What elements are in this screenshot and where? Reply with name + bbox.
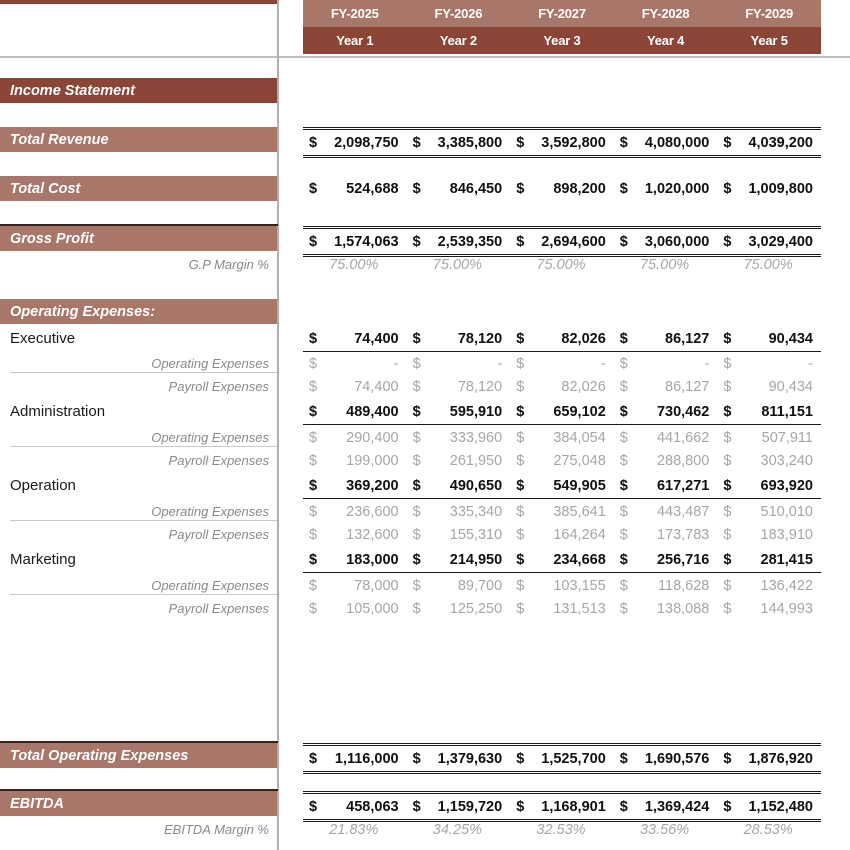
currency-symbol: $: [516, 600, 525, 617]
label-ebitda: EBITDA: [0, 791, 277, 816]
cell-operation-payroll-y5: $ 183,910: [723, 526, 813, 543]
cell-operation-opex-y2: $ 335,340: [412, 503, 503, 520]
currency-symbol: $: [723, 330, 732, 347]
cell-marketing-payroll-y2: $ 125,250: [412, 600, 503, 617]
currency-symbol: $: [723, 600, 732, 617]
currency-symbol: $: [723, 134, 732, 151]
label-marketing-operating-expenses: Operating Expenses: [151, 578, 269, 593]
label-executive-payroll-expenses: Payroll Expenses: [168, 379, 269, 394]
values-administration: [303, 399, 821, 425]
cell-ebitda-y5: $ 1,152,480: [723, 798, 813, 815]
cell-gp-margin-y4: 75.00%: [639, 256, 690, 273]
currency-symbol: $: [516, 503, 525, 520]
currency-symbol: $: [412, 526, 421, 543]
cell-operation-opex-y5: $ 510,010: [723, 503, 813, 520]
header-year-4: Year 4: [647, 33, 685, 48]
values-marketing-payroll: [303, 596, 821, 621]
separator-executive: [10, 372, 277, 373]
values-executive-payroll: [303, 374, 821, 399]
cell-marketing-opex-y2: $ 89,700: [412, 577, 503, 594]
label-operation-payroll-expenses: Payroll Expenses: [168, 527, 269, 542]
cell-operation-y1: $ 369,200: [309, 477, 399, 494]
cell-administration-opex-y2: $ 333,960: [412, 429, 503, 446]
currency-symbol: $: [723, 355, 732, 372]
header-fy-3: FY-2027: [538, 6, 586, 21]
cell-operation-opex-y4: $ 443,487: [619, 503, 710, 520]
cell-executive-y1: $ 74,400: [309, 330, 399, 347]
section-title-income-statement: Income Statement: [0, 78, 277, 103]
top-rule: [0, 0, 278, 4]
cell-marketing-opex-y3: $ 103,155: [516, 577, 606, 594]
cell-gross-profit-y3: $ 2,694,600: [516, 233, 606, 250]
label-total-operating-expenses: Total Operating Expenses: [0, 743, 277, 768]
cell-gp-margin-y2: 75.00%: [432, 256, 482, 273]
header-bottom-gridline: [0, 56, 850, 58]
currency-symbol: $: [619, 798, 628, 815]
currency-symbol: $: [723, 798, 732, 815]
row-administration-payroll: [0, 448, 850, 473]
cell-executive-payroll-y1: $ 74,400: [309, 378, 399, 395]
currency-symbol: $: [723, 452, 732, 469]
cell-total-revenue-y1: $ 2,098,750: [309, 134, 399, 151]
cell-administration-payroll-y4: $ 288,800: [619, 452, 710, 469]
currency-symbol: $: [309, 429, 318, 446]
cell-total-revenue-y3: $ 3,592,800: [516, 134, 606, 151]
currency-symbol: $: [516, 180, 525, 197]
values-administration-opex: [303, 425, 821, 450]
currency-symbol: $: [412, 503, 421, 520]
label-ebitda-margin: EBITDA Margin %: [164, 822, 269, 837]
cell-administration-y3: $ 659,102: [516, 403, 606, 420]
cell-administration-y5: $ 811,151: [723, 403, 813, 420]
values-administration-payroll: [303, 448, 821, 473]
header-year-5: Year 5: [750, 33, 788, 48]
currency-symbol: $: [619, 429, 628, 446]
header-year-3: Year 3: [543, 33, 581, 48]
values-marketing-opex: [303, 573, 821, 598]
currency-symbol: $: [309, 477, 318, 494]
label-total-revenue: Total Revenue: [0, 127, 277, 152]
currency-symbol: $: [412, 233, 421, 250]
header-year-2: Year 2: [439, 33, 477, 48]
cell-administration-payroll-y1: $ 199,000: [309, 452, 399, 469]
header-fy-2: FY-2026: [434, 6, 483, 21]
cell-total-cost-y4: $ 1,020,000: [619, 180, 710, 197]
currency-symbol: $: [619, 233, 628, 250]
row-operating-expenses-header: [0, 299, 850, 324]
row-executive-payroll: [0, 374, 850, 399]
cell-marketing-y3: $ 234,668: [516, 551, 606, 568]
values-executive-opex: [303, 351, 821, 376]
cell-executive-y5: $ 90,434: [723, 330, 813, 347]
values-operation-opex: [303, 499, 821, 524]
currency-symbol: $: [412, 378, 421, 395]
cell-operation-payroll-y1: $ 132,600: [309, 526, 399, 543]
cell-total-cost-y1: $ 524,688: [309, 180, 399, 197]
currency-symbol: $: [516, 477, 525, 494]
currency-symbol: $: [619, 477, 628, 494]
cell-operation-y4: $ 617,271: [619, 477, 710, 494]
cell-total-opex-y1: $ 1,116,000: [309, 750, 399, 767]
separator-administration: [10, 446, 277, 447]
cell-administration-opex-y1: $ 290,400: [309, 429, 399, 446]
cell-total-opex-y2: $ 1,379,630: [412, 750, 503, 767]
row-marketing: [0, 547, 850, 572]
cell-total-revenue-y5: $ 4,039,200: [723, 134, 813, 151]
currency-symbol: $: [516, 403, 525, 420]
currency-symbol: $: [619, 750, 628, 767]
values-executive: [303, 326, 821, 352]
cell-operation-y2: $ 490,650: [412, 477, 503, 494]
currency-symbol: $: [516, 330, 525, 347]
currency-symbol: $: [619, 577, 628, 594]
currency-symbol: $: [309, 551, 318, 568]
row-ebitda-margin: [0, 817, 850, 842]
cell-total-revenue-y2: $ 3,385,800: [412, 134, 503, 151]
cell-administration-y1: $ 489,400: [309, 403, 399, 420]
cell-marketing-payroll-y1: $ 105,000: [309, 600, 399, 617]
currency-symbol: $: [723, 526, 732, 543]
currency-symbol: $: [309, 600, 318, 617]
header-year-1: Year 1: [336, 33, 374, 48]
currency-symbol: $: [309, 526, 318, 543]
currency-symbol: $: [412, 355, 421, 372]
row-total-cost: [0, 176, 850, 201]
row-operation: [0, 473, 850, 498]
cell-administration-y4: $ 730,462: [619, 403, 710, 420]
separator-operation: [10, 520, 277, 521]
currency-symbol: $: [309, 330, 318, 347]
currency-symbol: $: [412, 452, 421, 469]
cell-gp-margin-y3: 75.00%: [536, 256, 586, 273]
cell-administration-opex-y5: $ 507,911: [723, 429, 813, 446]
cell-executive-opex-y5: $ -: [723, 355, 813, 372]
currency-symbol: $: [723, 551, 732, 568]
currency-symbol: $: [412, 429, 421, 446]
currency-symbol: $: [412, 477, 421, 494]
label-marketing: Marketing: [10, 551, 76, 568]
cell-executive-payroll-y2: $ 78,120: [412, 378, 503, 395]
currency-symbol: $: [723, 429, 732, 446]
cell-administration-payroll-y2: $ 261,950: [412, 452, 503, 469]
values-marketing: [303, 547, 821, 573]
cell-gross-profit-y5: $ 3,029,400: [723, 233, 813, 250]
cell-operation-payroll-y2: $ 155,310: [412, 526, 503, 543]
currency-symbol: $: [723, 750, 732, 767]
currency-symbol: $: [619, 355, 628, 372]
currency-symbol: $: [309, 355, 318, 372]
row-total-operating-expenses: [0, 743, 850, 768]
currency-symbol: $: [723, 477, 732, 494]
cell-total-revenue-y4: $ 4,080,000: [619, 134, 710, 151]
currency-symbol: $: [412, 750, 421, 767]
cell-marketing-y4: $ 256,716: [619, 551, 710, 568]
cell-executive-payroll-y5: $ 90,434: [723, 378, 813, 395]
currency-symbol: $: [516, 429, 525, 446]
header-fy-1: FY-2025: [330, 6, 379, 21]
currency-symbol: $: [516, 750, 525, 767]
table-header: [303, 0, 821, 54]
cell-executive-y4: $ 86,127: [619, 330, 710, 347]
currency-symbol: $: [619, 526, 628, 543]
row-total-revenue: [0, 127, 850, 152]
currency-symbol: $: [309, 452, 318, 469]
currency-symbol: $: [412, 134, 421, 151]
currency-symbol: $: [516, 551, 525, 568]
cell-total-opex-y3: $ 1,525,700: [516, 750, 606, 767]
currency-symbol: $: [309, 180, 318, 197]
row-executive: [0, 326, 850, 351]
cell-marketing-payroll-y4: $ 138,088: [619, 600, 710, 617]
cell-total-cost-y3: $ 898,200: [516, 180, 606, 197]
cell-ebitda-margin-y1: 21.83%: [329, 821, 379, 838]
cell-gross-profit-y4: $ 3,060,000: [619, 233, 710, 250]
cell-operation-payroll-y3: $ 164,264: [516, 526, 606, 543]
row-gross-profit: [0, 226, 850, 251]
row-operation-payroll: [0, 522, 850, 547]
currency-symbol: $: [309, 403, 318, 420]
currency-symbol: $: [412, 577, 421, 594]
cell-ebitda-margin-y2: 34.25%: [432, 821, 482, 838]
cell-marketing-y1: $ 183,000: [309, 551, 399, 568]
cell-gp-margin-y1: 75.00%: [329, 256, 379, 273]
currency-symbol: $: [516, 355, 525, 372]
cell-executive-opex-y1: $ -: [309, 355, 399, 372]
header-fy-5: FY-2029: [745, 6, 794, 21]
currency-symbol: $: [619, 330, 628, 347]
cell-executive-payroll-y3: $ 82,026: [516, 378, 606, 395]
cell-marketing-opex-y1: $ 78,000: [309, 577, 399, 594]
currency-symbol: $: [412, 403, 421, 420]
cell-marketing-payroll-y5: $ 144,993: [723, 600, 813, 617]
label-gross-profit: Gross Profit: [0, 226, 277, 251]
cell-ebitda-y4: $ 1,369,424: [619, 798, 710, 815]
cell-executive-y3: $ 82,026: [516, 330, 606, 347]
currency-symbol: $: [412, 330, 421, 347]
currency-symbol: $: [619, 600, 628, 617]
label-marketing-payroll-expenses: Payroll Expenses: [168, 601, 269, 616]
currency-symbol: $: [619, 134, 628, 151]
currency-symbol: $: [723, 577, 732, 594]
currency-symbol: $: [516, 134, 525, 151]
label-operation-operating-expenses: Operating Expenses: [151, 504, 269, 519]
values-total-operating-expenses: [303, 743, 821, 774]
cell-executive-opex-y2: $ -: [412, 355, 503, 372]
currency-symbol: $: [412, 551, 421, 568]
label-operation: Operation: [10, 477, 76, 494]
currency-symbol: $: [619, 503, 628, 520]
currency-symbol: $: [723, 180, 732, 197]
cell-total-cost-y2: $ 846,450: [412, 180, 503, 197]
currency-symbol: $: [619, 452, 628, 469]
cell-operation-y5: $ 693,920: [723, 477, 813, 494]
cell-ebitda-margin-y4: 33.56%: [639, 821, 690, 838]
values-gp-margin: [303, 252, 821, 277]
currency-symbol: $: [619, 378, 628, 395]
cell-administration-opex-y3: $ 384,054: [516, 429, 606, 446]
cell-gross-profit-y1: $ 1,574,063: [309, 233, 399, 250]
cell-marketing-opex-y4: $ 118,628: [619, 577, 710, 594]
currency-symbol: $: [516, 452, 525, 469]
currency-symbol: $: [309, 233, 318, 250]
currency-symbol: $: [619, 180, 628, 197]
cell-administration-payroll-y3: $ 275,048: [516, 452, 606, 469]
cell-executive-opex-y3: $ -: [516, 355, 606, 372]
currency-symbol: $: [619, 551, 628, 568]
cell-total-opex-y5: $ 1,876,920: [723, 750, 813, 767]
currency-symbol: $: [412, 798, 421, 815]
row-income-statement: [0, 78, 850, 103]
cell-operation-opex-y3: $ 385,641: [516, 503, 606, 520]
label-executive-operating-expenses: Operating Expenses: [151, 356, 269, 371]
label-executive: Executive: [10, 330, 76, 347]
values-operation-payroll: [303, 522, 821, 547]
cell-gross-profit-y2: $ 2,539,350: [412, 233, 503, 250]
cell-marketing-y5: $ 281,415: [723, 551, 813, 568]
cell-total-opex-y4: $ 1,690,576: [619, 750, 710, 767]
label-administration-operating-expenses: Operating Expenses: [151, 430, 269, 445]
row-administration: [0, 399, 850, 424]
currency-symbol: $: [723, 233, 732, 250]
values-total-revenue: [303, 127, 821, 158]
values-ebitda-margin: [303, 817, 821, 842]
header-row-year-labels: [303, 27, 821, 54]
cell-administration-opex-y4: $ 441,662: [619, 429, 710, 446]
currency-symbol: $: [309, 798, 318, 815]
cell-ebitda-y2: $ 1,159,720: [412, 798, 503, 815]
currency-symbol: $: [412, 180, 421, 197]
currency-symbol: $: [309, 577, 318, 594]
cell-executive-payroll-y4: $ 86,127: [619, 378, 710, 395]
cell-ebitda-y1: $ 458,063: [309, 798, 399, 815]
currency-symbol: $: [723, 378, 732, 395]
currency-symbol: $: [723, 503, 732, 520]
separator-marketing: [10, 594, 277, 595]
values-total-cost: [303, 176, 821, 201]
cell-gp-margin-y5: 75.00%: [743, 256, 793, 273]
currency-symbol: $: [309, 750, 318, 767]
currency-symbol: $: [309, 503, 318, 520]
currency-symbol: $: [723, 403, 732, 420]
section-title-operating-expenses: Operating Expenses:: [0, 299, 277, 324]
cell-marketing-payroll-y3: $ 131,513: [516, 600, 606, 617]
currency-symbol: $: [309, 134, 318, 151]
currency-symbol: $: [516, 577, 525, 594]
cell-executive-opex-y4: $ -: [619, 355, 710, 372]
row-marketing-payroll: [0, 596, 850, 621]
currency-symbol: $: [516, 233, 525, 250]
cell-ebitda-margin-y5: 28.53%: [743, 821, 793, 838]
currency-symbol: $: [309, 378, 318, 395]
header-fy-4: FY-2028: [641, 6, 690, 21]
row-ebitda: [0, 791, 850, 816]
cell-marketing-y2: $ 214,950: [412, 551, 503, 568]
header-row-fiscal-years: [303, 0, 821, 27]
currency-symbol: $: [516, 378, 525, 395]
cell-ebitda-margin-y3: 32.53%: [536, 821, 586, 838]
label-administration-payroll-expenses: Payroll Expenses: [168, 453, 269, 468]
cell-total-cost-y5: $ 1,009,800: [723, 180, 813, 197]
cell-operation-opex-y1: $ 236,600: [309, 503, 399, 520]
values-operation: [303, 473, 821, 499]
currency-symbol: $: [516, 526, 525, 543]
cell-ebitda-y3: $ 1,168,901: [516, 798, 606, 815]
cell-marketing-opex-y5: $ 136,422: [723, 577, 813, 594]
currency-symbol: $: [516, 798, 525, 815]
row-gp-margin: [0, 252, 850, 277]
cell-administration-y2: $ 595,910: [412, 403, 503, 420]
cell-executive-y2: $ 78,120: [412, 330, 503, 347]
label-gp-margin: G.P Margin %: [188, 257, 269, 272]
currency-symbol: $: [619, 403, 628, 420]
cell-administration-payroll-y5: $ 303,240: [723, 452, 813, 469]
currency-symbol: $: [412, 600, 421, 617]
cell-operation-y3: $ 549,905: [516, 477, 606, 494]
cell-operation-payroll-y4: $ 173,783: [619, 526, 710, 543]
label-administration: Administration: [10, 403, 106, 420]
label-total-cost: Total Cost: [0, 176, 277, 201]
